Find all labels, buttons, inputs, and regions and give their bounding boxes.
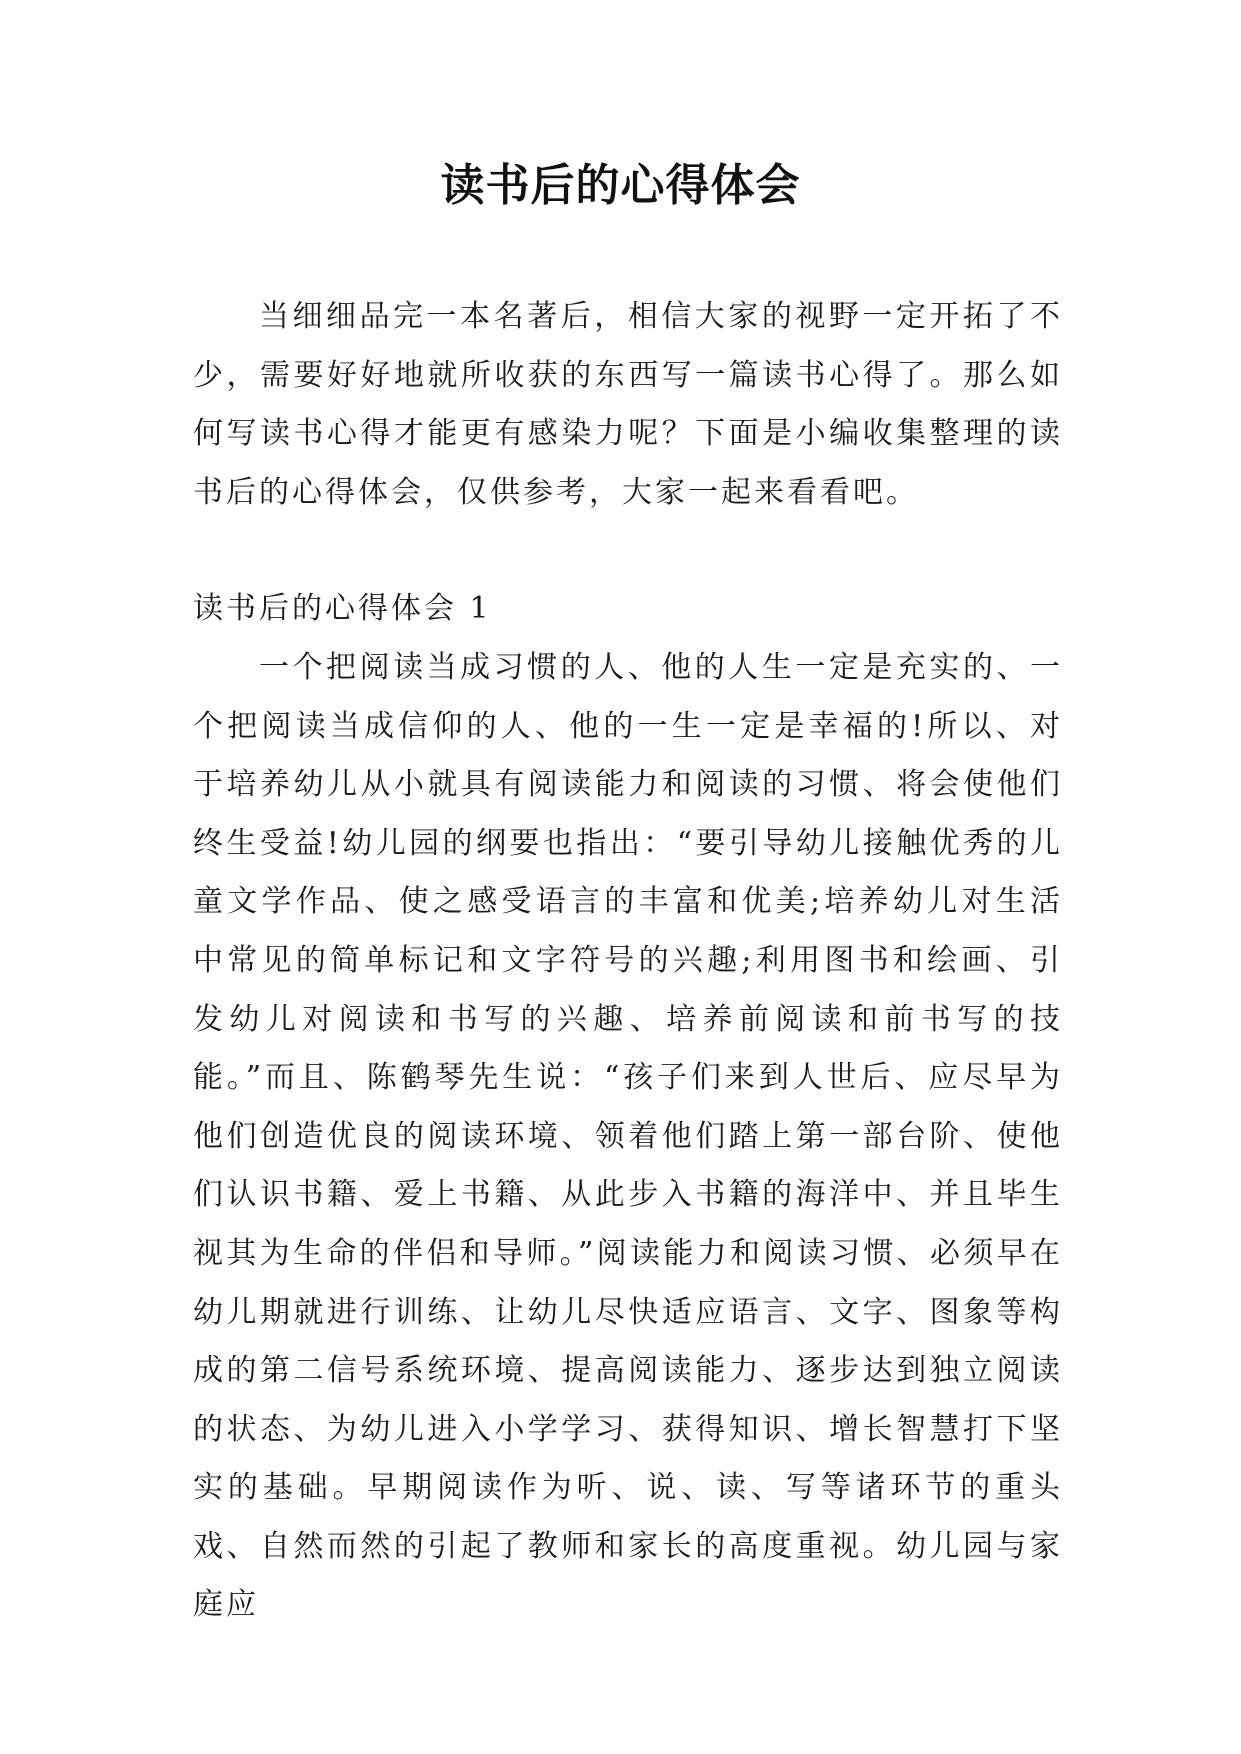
section-1 <box>193 580 1063 1635</box>
document-title: 读书后的心得体会 <box>440 160 801 211</box>
intro-paragraph: 当细细品完一本名著后，相信大家的视野一定开拓了不少，需要好好地就所收获的东西写一篇读书心得了。那么如何写读书心得才能更有感染力呢？下面是小编收集整理的读书后的心得体会，仅供参考，大家一起来看看吧。 <box>193 299 1063 510</box>
section-paragraph: 一个把阅读当成习惯的人、他的人生一定是充实的、一个把阅读当成信仰的人、他的一生一定是幸福的!所以、对于培养幼儿从小就具有阅读能力和阅读的习惯、将会使他们终生受益!幼儿园的纲要也指出：“要引导幼儿接触优秀的儿童文学作品、使之感受语言的丰富和优美;培养幼儿对生活中常见的简单标记和文字符号的兴趣;利用图书和绘画、引发幼儿对阅读和书写的兴趣、培养前阅读和前书写的技能。”而且、陈鹤琴先生说：“孩子们来到人世后、应尽早为他们创造优良的阅读环境、领着他们踏上第一部台阶、使他们认识书籍、爱上书籍、从此步入书籍的海洋中、并且毕生视其为生命的伴侣和导师。”阅读能力和阅读习惯、必须早在幼儿期就进行训练、让幼儿尽快适应语言、文字、图象等构成的第二信号系统环境、提高阅读能力、逐步达到独立阅读的状态、为幼儿进入小学学习、获得知识、增长智慧打下坚实的基础。早期阅读作为听、说、读、写等诸环节的重头戏、自然而然的引起了教师和家长的高度重视。幼儿园与家庭应 <box>193 649 1063 1623</box>
section-heading: 读书后的心得体会 1 <box>193 591 492 627</box>
document-body <box>193 288 1063 1635</box>
